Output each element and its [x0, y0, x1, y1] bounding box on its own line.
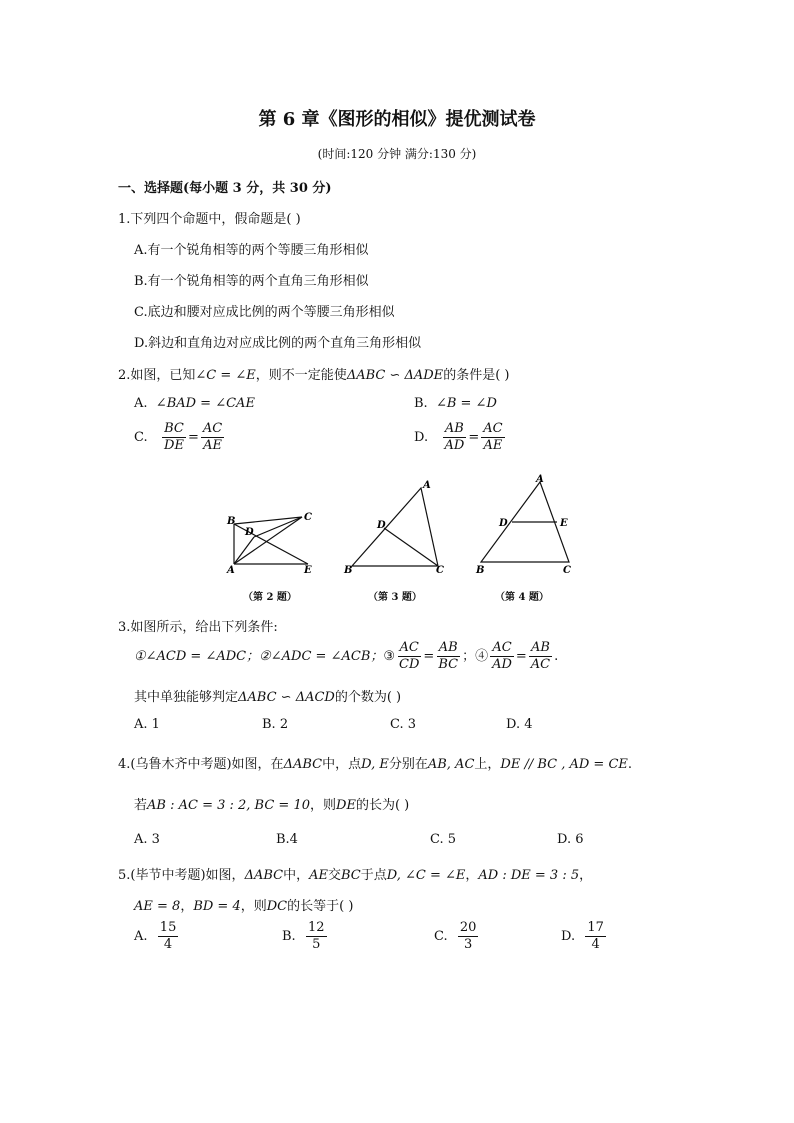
q3-c3-frac1: $\frac{AC}{CD}$	[399, 640, 420, 672]
q4-line2: 若AB : AC = 3 : 2, BC = 10，则DE的长为( )	[134, 798, 410, 813]
q2-option-a	[134, 396, 255, 411]
q2-a-label: A.	[134, 396, 148, 411]
q3-cond-2: ②∠ADC = ∠ACB；	[259, 649, 384, 664]
q4-line1: 4.(乌鲁木齐中考题)如图，在ΔABC中，点D, E分别在AB, AC上，DE // BC , AD = CE.	[118, 757, 633, 772]
q1-option-b: B.有一个锐角相等的两个直角三角形相似	[134, 274, 369, 289]
q2-c-frac2: $\frac{AC}{AE}$	[202, 421, 223, 453]
q2-pre: 2.如图，已知	[118, 368, 196, 383]
f4-label-a: A	[536, 474, 544, 485]
f3-label-d: D	[377, 520, 386, 531]
q2-b-label: B.	[414, 396, 428, 411]
q1-option-d: D.斜边和直角边对应成比例的两个直角三角形相似	[134, 336, 422, 351]
q5-line1: 5.(毕节中考题)如图，ΔABC中，AE交BC于点D, ∠C = ∠E，AD : DE = 3 : 5，	[118, 868, 593, 883]
f2-label-a: A	[227, 565, 235, 576]
f2-label-d: D	[245, 527, 254, 538]
figure-2	[234, 517, 308, 564]
q2-stem	[118, 364, 509, 383]
caption-figure-4: （第 4 题）	[495, 592, 549, 603]
figure-4	[481, 482, 569, 562]
q3-c4-frac2: $\frac{AB}{AC}$	[530, 640, 551, 672]
q2-cond: ∠C = ∠E	[195, 368, 256, 383]
f3-label-a: A	[423, 480, 431, 491]
q3-cond-1: ①∠ACD = ∠ADC；	[134, 649, 260, 664]
f2-label-e: E	[304, 565, 312, 576]
f4-label-d: D	[499, 518, 508, 529]
exam-info: (时间:120 分钟 满分:130 分)	[317, 147, 477, 161]
q3-option-c: C. 3	[390, 717, 417, 732]
f4-label-c: C	[563, 565, 571, 576]
q4-option-c: C. 5	[430, 832, 457, 847]
q2-rel: ΔABC ∽ ΔADE	[346, 368, 444, 383]
q3-cond-4-mark: ；④	[462, 649, 489, 664]
f3-label-b: B	[344, 565, 353, 576]
q3-c4-frac1: $\frac{AC}{AD}$	[492, 640, 512, 672]
q2-option-d: D. $\frac{AB}{AD}$ = $\frac{AC}{AE}$	[414, 421, 503, 453]
q4-option-d: D. 6	[557, 832, 584, 847]
q2-b-text: ∠B = ∠D	[435, 396, 497, 411]
q5-option-a: A. $\frac{15}{4}$	[134, 920, 177, 952]
q1-stem: 1.下列四个命题中，假命题是( )	[118, 212, 301, 227]
q1-option-a: A.有一个锐角相等的两个等腰三角形相似	[134, 243, 369, 258]
q3-cond-3-mark: ③	[383, 649, 396, 664]
q5-option-c: C. $\frac{20}{3}$	[434, 920, 477, 952]
q2-d-label: D.	[414, 430, 429, 445]
q2-mid: ，则不一定能使	[255, 368, 347, 383]
q2-option-b	[414, 396, 497, 411]
q5-line2: AE = 8，BD = 4，则DC的长等于( )	[134, 899, 354, 914]
figure-3	[352, 488, 438, 566]
q2-c-label: C.	[134, 430, 148, 445]
f4-label-b: B	[476, 565, 485, 576]
q5-option-b: B. $\frac{12}{5}$	[282, 920, 325, 952]
q3-c3-frac2: $\frac{AB}{BC}$	[438, 640, 459, 672]
q3-option-b: B. 2	[262, 717, 289, 732]
page-title: 第 6 章《图形的相似》提优测试卷	[258, 109, 536, 130]
section-heading: 一、选择题(每小题 3 分，共 30 分)	[118, 181, 332, 196]
q2-d-frac1: $\frac{AB}{AD}$	[444, 421, 465, 453]
q3-option-a: A. 1	[134, 717, 160, 732]
q5-d-frac: $\frac{17}{4}$	[587, 920, 604, 952]
q3-option-d: D. 4	[506, 717, 533, 732]
q5-c-frac: $\frac{20}{3}$	[459, 920, 477, 952]
q5-b-frac: $\frac{12}{5}$	[307, 920, 325, 952]
q5-option-d: D. $\frac{17}{4}$	[561, 920, 604, 952]
q3-conditions: ①∠ACD = ∠ADC；②∠ADC = ∠ACB；③ $\frac{AC}{CD}$ = $\frac{AB}{BC}$ ；④ $\frac{AC}{AD}$ = $\frac{AB}{AC}$ .	[134, 640, 559, 672]
q2-post: 的条件是( )	[443, 368, 510, 383]
f3-label-c: C	[436, 565, 444, 576]
q2-d-frac2: $\frac{AC}{AE}$	[483, 421, 503, 453]
caption-figure-3: （第 3 题）	[368, 592, 422, 603]
q4-option-a: A. 3	[134, 832, 160, 847]
caption-figure-2: （第 2 题）	[243, 592, 297, 603]
q5-a-frac: $\frac{15}{4}$	[159, 920, 177, 952]
q2-c-frac1: $\frac{BC}{DE}$	[164, 421, 184, 453]
q3-stem: 3.如图所示，给出下列条件:	[118, 620, 278, 635]
q1-option-c: C.底边和腰对应成比例的两个等腰三角形相似	[134, 305, 395, 320]
f2-label-c: C	[304, 512, 312, 523]
q2-a-text: ∠BAD = ∠CAE	[155, 396, 255, 411]
q4-option-b: B.4	[276, 832, 298, 847]
f2-label-b: B	[227, 516, 236, 527]
f4-label-e: E	[560, 518, 568, 529]
q2-option-c: C. $\frac{BC}{DE}$ = $\frac{AC}{AE}$	[134, 421, 223, 453]
q3-line2: 其中单独能够判定ΔABC ∽ ΔACD的个数为( )	[134, 690, 402, 705]
